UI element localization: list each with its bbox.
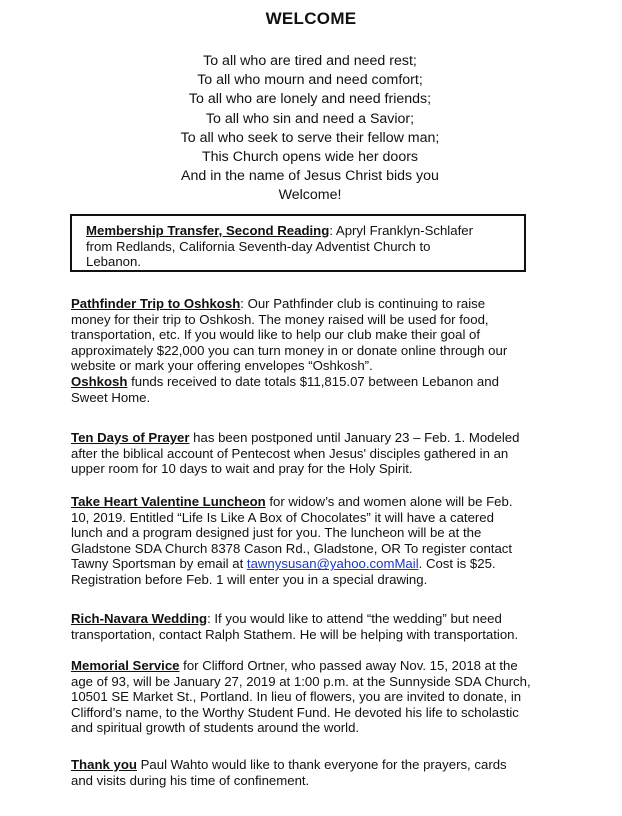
memorial-heading: Memorial Service xyxy=(71,658,180,673)
memorial-article xyxy=(71,658,561,736)
membership-line: from Redlands, California Seventh-day Adventist Church to xyxy=(86,238,431,254)
email-suffix: . Cost is $25. xyxy=(418,556,496,572)
poem-line: To all who sin and need a Savior; xyxy=(205,110,415,127)
thanks-heading: Thank you xyxy=(71,757,137,772)
poem-line: Welcome! xyxy=(278,187,342,204)
article-line xyxy=(71,494,561,510)
article-line: Gladstone SDA Church 8378 Cason Rd., Gladstone, OR To register contact xyxy=(71,540,513,556)
membership-line xyxy=(86,223,514,239)
article-line xyxy=(71,658,561,674)
article-line: transportation, contact Ralph Stathem. He will be helping with transportation. xyxy=(71,626,519,642)
article-line xyxy=(71,430,561,446)
poem-line: To all who are lonely and need friends; xyxy=(188,91,432,108)
page-title: WELCOME xyxy=(265,9,357,28)
wedding-article xyxy=(71,611,561,642)
article-line xyxy=(71,757,561,773)
memorial-text: for Clifford Ortner, who passed away Nov. 15, 2018 at the xyxy=(179,658,518,673)
article-line xyxy=(71,374,561,390)
article-line: Clifford’s name, to the Worthy Student Fund. He devoted his life to scholastic xyxy=(71,704,519,720)
thanks-text: Paul Wahto would like to thank everyone for the prayers, cards xyxy=(136,757,507,772)
poem-line: This Church opens wide her doors xyxy=(201,149,419,166)
pathfinder-text: : Our Pathfinder club is continuing to raise xyxy=(240,296,486,311)
article-line: Sweet Home. xyxy=(71,389,151,405)
membership-text: : Apryl Franklyn-Schlafer xyxy=(329,223,473,238)
poem-line: To all who seek to serve their fellow man; xyxy=(180,129,440,146)
welcome-poem xyxy=(60,52,560,206)
luncheon-text: for widow’s and women alone will be Feb. xyxy=(265,494,513,509)
article-line: 10501 SE Market St., Portland. In lieu of flowers, you are invited to donate, in xyxy=(71,689,522,705)
prayer-article xyxy=(71,430,561,477)
wedding-text: : If you would like to attend “the wedding” but need xyxy=(207,611,502,626)
pathfinder-article xyxy=(71,296,561,405)
thanks-article xyxy=(71,757,561,788)
article-line: upper room for 10 days to wait and pray for the Holy Spirit. xyxy=(71,461,413,477)
article-line: approximately $22,000 you can turn money in or donate online through our xyxy=(71,342,508,358)
membership-transfer-box xyxy=(70,214,526,272)
article-line: Registration before Feb. 1 will enter you in a special drawing. xyxy=(71,571,428,587)
membership-line: Lebanon. xyxy=(86,254,142,269)
luncheon-article xyxy=(71,494,561,588)
prayer-text: has been postponed until January 23 – Feb. 1. Modeled xyxy=(189,430,520,445)
oshkosh-funds-label: Oshkosh xyxy=(71,373,128,389)
article-line xyxy=(71,556,561,572)
email-link[interactable]: tawnysusan@yahoo.comMail xyxy=(246,556,419,572)
email-prefix: Tawny Sportsman by email at xyxy=(71,556,247,572)
article-line xyxy=(71,611,561,627)
article-line: 10, 2019. Entitled “Life Is Like A Box of Chocolates” it will have a catered xyxy=(71,509,494,525)
prayer-heading: Ten Days of Prayer xyxy=(71,430,190,445)
wedding-heading: Rich-Navara Wedding xyxy=(71,611,208,626)
article-line xyxy=(71,296,561,312)
article-line: and spiritual growth of students around the world. xyxy=(71,720,360,736)
article-line: website or mark your offering envelopes “Oshkosh”. xyxy=(71,358,373,374)
oshkosh-funds-text: funds received to date totals $11,815.07 between Lebanon and xyxy=(127,373,499,389)
article-line: age of 93, will be January 27, 2019 at 1:00 p.m. at the Sunnyside SDA Church, xyxy=(71,673,531,689)
poem-line: To all who are tired and need rest; xyxy=(203,53,417,69)
article-line: after the biblical account of Pentecost when Jesus' disciples gathered in an xyxy=(71,445,509,461)
article-line: money for their trip to Oshkosh. The money raised will be used for food, xyxy=(71,311,489,327)
membership-heading: Membership Transfer, Second Reading xyxy=(86,223,330,238)
poem-line: And in the name of Jesus Christ bids you xyxy=(181,168,439,185)
article-line: lunch and a program designed just for you. The luncheon will be at the xyxy=(71,525,482,541)
luncheon-heading: Take Heart Valentine Luncheon xyxy=(71,494,266,509)
pathfinder-heading: Pathfinder Trip to Oshkosh xyxy=(71,296,241,311)
article-line: transportation, etc. If you would like to help our club make their goal of xyxy=(71,327,481,343)
article-line: and visits during his time of confinement. xyxy=(71,772,310,788)
poem-line: To all who mourn and need comfort; xyxy=(197,72,423,89)
